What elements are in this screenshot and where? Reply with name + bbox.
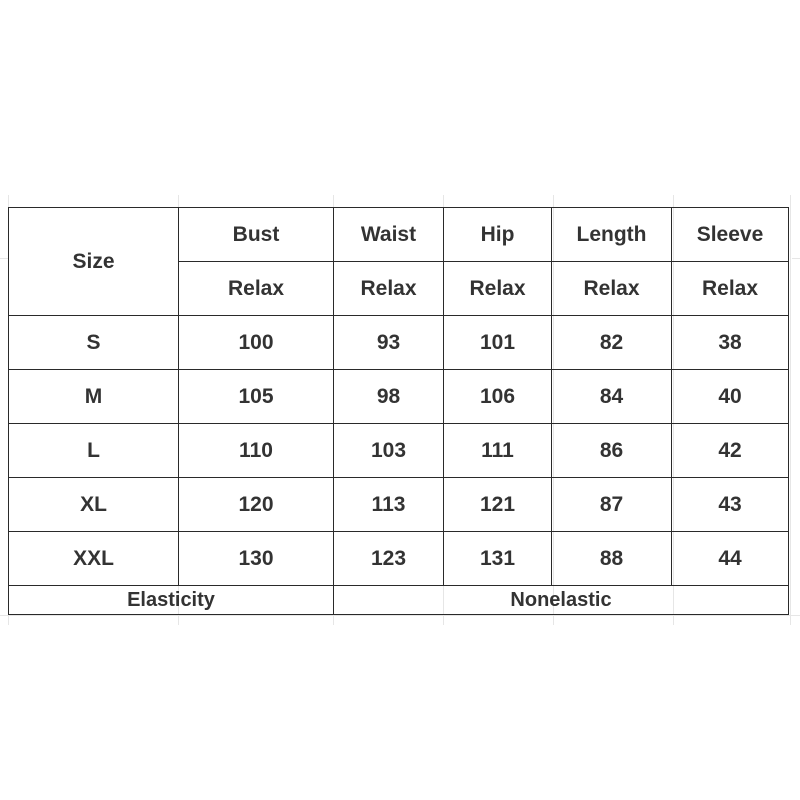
- length-header: Length: [552, 208, 672, 262]
- sleeve-header: Sleeve: [672, 208, 789, 262]
- waist-cell: 103: [334, 424, 444, 478]
- footer-row: [9, 586, 789, 615]
- size-cell: XXL: [9, 532, 179, 586]
- size-cell: L: [9, 424, 179, 478]
- waist-cell: 123: [334, 532, 444, 586]
- length-cell: 82: [552, 316, 672, 370]
- hip-cell: 111: [444, 424, 552, 478]
- elasticity-value: Nonelastic: [334, 586, 789, 615]
- hip-cell: 121: [444, 478, 552, 532]
- length-cell: 87: [552, 478, 672, 532]
- size-header: Size: [9, 208, 179, 316]
- table-row: [9, 370, 789, 424]
- sleeve-subheader: Relax: [672, 262, 789, 316]
- sleeve-cell: 38: [672, 316, 789, 370]
- waist-header: Waist: [334, 208, 444, 262]
- sleeve-cell: 44: [672, 532, 789, 586]
- hip-header: Hip: [444, 208, 552, 262]
- bust-cell: 105: [179, 370, 334, 424]
- waist-cell: 113: [334, 478, 444, 532]
- length-cell: 86: [552, 424, 672, 478]
- size-chart-table: [8, 207, 789, 615]
- bust-header: Bust: [179, 208, 334, 262]
- hip-cell: 106: [444, 370, 552, 424]
- header-row: [9, 208, 789, 262]
- gridline: [0, 615, 800, 616]
- bust-cell: 120: [179, 478, 334, 532]
- size-cell: XL: [9, 478, 179, 532]
- table-row: [9, 316, 789, 370]
- length-subheader: Relax: [552, 262, 672, 316]
- sleeve-cell: 43: [672, 478, 789, 532]
- length-cell: 88: [552, 532, 672, 586]
- table-row: [9, 424, 789, 478]
- gridline: [790, 195, 791, 625]
- elasticity-label: Elasticity: [9, 586, 334, 615]
- table-row: [9, 532, 789, 586]
- sleeve-cell: 42: [672, 424, 789, 478]
- hip-cell: 131: [444, 532, 552, 586]
- bust-cell: 110: [179, 424, 334, 478]
- length-cell: 84: [552, 370, 672, 424]
- table-row: [9, 478, 789, 532]
- bust-subheader: Relax: [179, 262, 334, 316]
- size-cell: M: [9, 370, 179, 424]
- gridline: [0, 258, 8, 259]
- size-cell: S: [9, 316, 179, 370]
- sleeve-cell: 40: [672, 370, 789, 424]
- bust-cell: 100: [179, 316, 334, 370]
- hip-subheader: Relax: [444, 262, 552, 316]
- waist-subheader: Relax: [334, 262, 444, 316]
- bust-cell: 130: [179, 532, 334, 586]
- waist-cell: 93: [334, 316, 444, 370]
- gridline: [792, 258, 800, 259]
- hip-cell: 101: [444, 316, 552, 370]
- waist-cell: 98: [334, 370, 444, 424]
